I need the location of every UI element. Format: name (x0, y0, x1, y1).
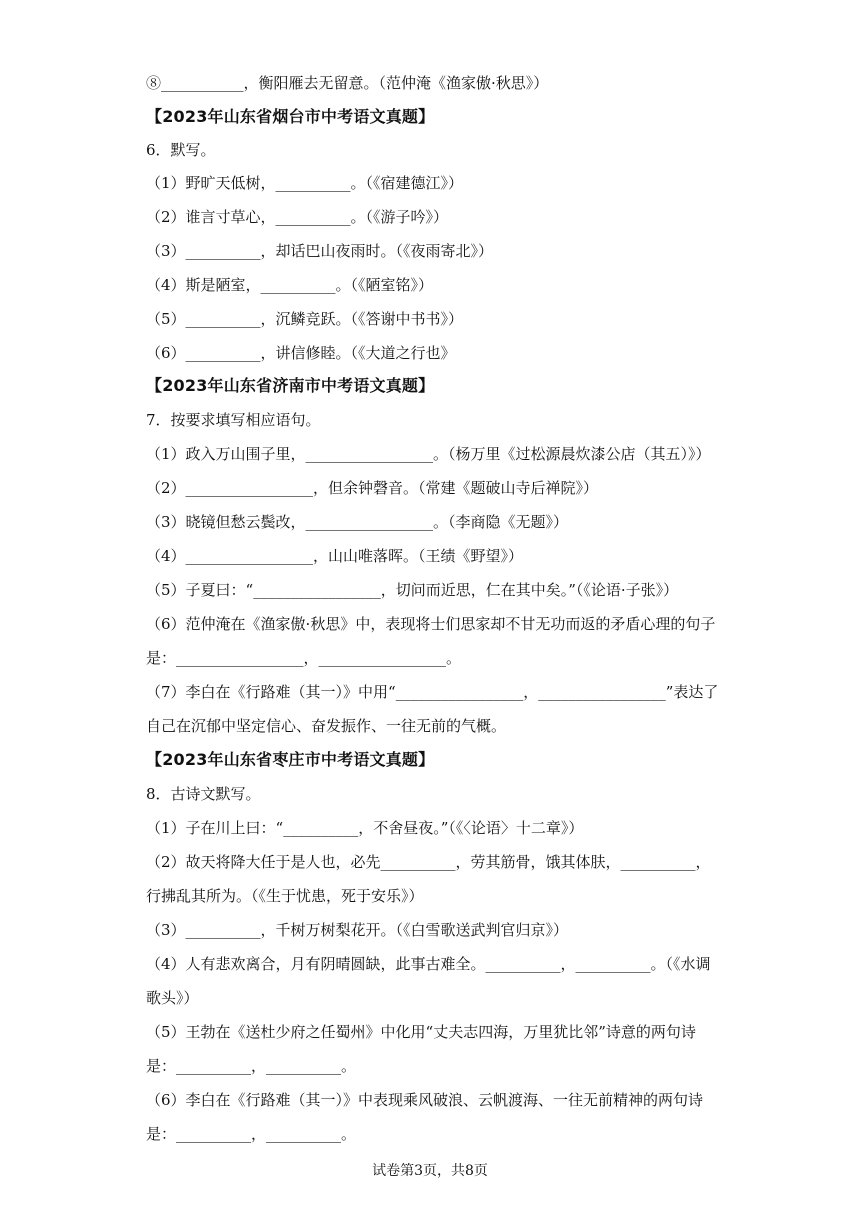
text-line: （5）__________，沉鳞竞跃。（《答谢中书书》） (146, 310, 464, 328)
page-footer: 试卷第3页，共8页 (372, 1163, 488, 1179)
text-line: （6）李白在《行路难（其一）》中表现乘风破浪、云帆渡海、一往无前精神的两句诗 (146, 1091, 704, 1109)
text-line: 行拂乱其所为。（《生于忧患，死于安乐》） (146, 887, 424, 905)
text-line: （3）晓镜但愁云鬓改，_________________。（李商隐《无题》） (146, 513, 569, 531)
text-line: （4）斯是陋室，__________。（《陋室铭》） (146, 276, 434, 294)
text-line: （5）王勃在《送杜少府之任蜀州》中化用“丈夫志四海，万里犹比邻”诗意的两句诗 (146, 1023, 696, 1041)
question-title: 8．古诗文默写。 (146, 785, 261, 803)
text-line: （5）子夏曰：“_________________，切问而近思，仁在其中矣。”（《论语·子张》） (146, 581, 679, 599)
text-line: （2）故天将降大任于是人也，必先__________，劳其筋骨，饿其体肤，__________， (146, 853, 711, 871)
text-line: 是：_________________，_________________。 (146, 649, 462, 667)
text-line: （3）__________，千树万树梨花开。（《白雪歌送武判官归京》） (146, 921, 569, 939)
text-line: 歌头》） (146, 989, 199, 1007)
section-heading-yantai: 【2023年山东省烟台市中考语文真题】 (146, 107, 435, 126)
text-line: （1）政入万山围子里，_________________。（杨万里《过松源晨炊漆公店（其五）》） (146, 445, 711, 463)
section-heading-zaozhuang: 【2023年山东省枣庄市中考语文真题】 (146, 750, 435, 769)
text-line: （1）子在川上曰：“__________，不舍昼夜。”（《〈论语〉十二章》） (146, 819, 584, 837)
text-line: （2）谁言寸草心，__________。（《游子吟》） (146, 208, 449, 226)
text-line: （6）范仲淹在《渔家傲·秋思》中，表现将士们思家却不甘无功而返的矛盾心理的句子 (146, 615, 716, 633)
text-line: （3）__________，却话巴山夜雨时。（《夜雨寄北》） (146, 242, 494, 260)
text-line: ⑧___________，衡阳雁去无留意。（范仲淹《渔家傲·秋思》） (146, 74, 549, 92)
text-line: （2）_________________，但余钟磬音。（常建《题破山寺后禅院》） (146, 479, 599, 497)
question-title: 6．默写。 (146, 141, 216, 159)
text-line: （1）野旷天低树，__________。（《宿建德江》） (146, 174, 464, 192)
question-title: 7．按要求填写相应语句。 (146, 411, 321, 429)
text-line: （7）李白在《行路难（其一）》中用“_________________，_________________”表达了 (146, 683, 719, 701)
text-line: （4）_________________，山山唯落晖。（王绩《野望》） (146, 547, 524, 565)
text-line: （6）__________，讲信修睦。（《大道之行也》 (146, 344, 456, 362)
text-line: 是：__________，__________。 (146, 1057, 357, 1075)
text-line: 是：__________，__________。 (146, 1125, 357, 1143)
text-line: 自己在沉郁中坚定信心、奋发振作、一往无前的气概。 (146, 717, 507, 735)
section-heading-jinan: 【2023年山东省济南市中考语文真题】 (146, 376, 435, 395)
text-line: （4）人有悲欢离合，月有阴晴圆缺，此事古难全。__________，__________。（《水调 (146, 955, 711, 973)
